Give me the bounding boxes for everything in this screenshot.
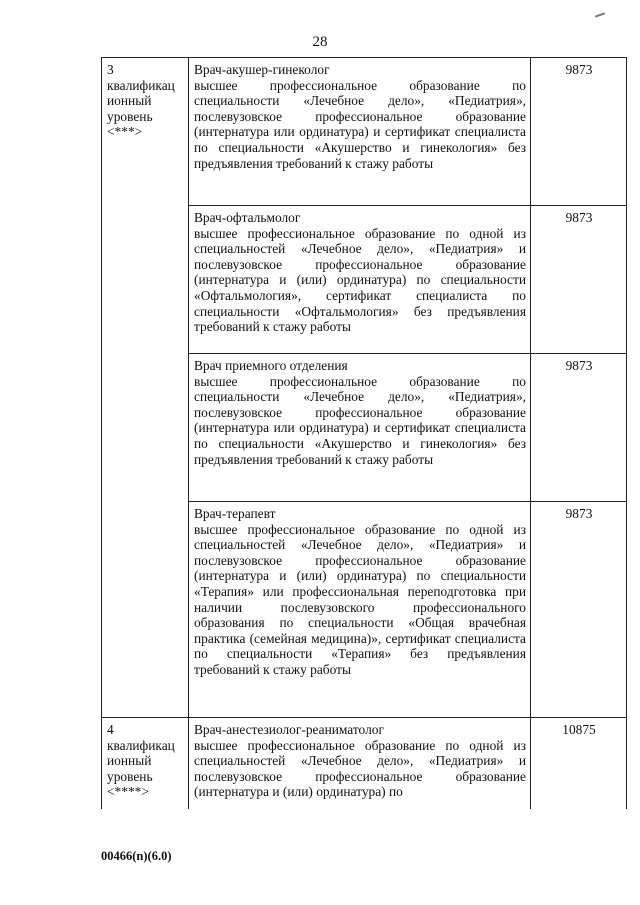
salary-cell: 9873	[531, 502, 627, 718]
salary-cell: 10875	[531, 718, 627, 810]
position-requirements: высшее профессиональное образование по одной из специальностей «Лечебное дело», «Педиатрия» и послевузовское профессиональное образование (интернатура и (или) ординатура) по	[194, 737, 526, 800]
qualification-level-cell	[102, 58, 189, 718]
salary-cell: 9873	[531, 206, 627, 354]
position-cell	[189, 718, 531, 810]
position-requirements: высшее профессиональное образование по одной из специальностей «Лечебное дело», «Педиатрия» и послевузовское профессиональное образование (интернатура и (или) ординатура) по специальности «Терапия» или профессиональная переподготовка при наличии послевузовского профессионального образования по специальности «Общая врачебная практика (семейная медицина)», сертификат специалиста по специальности «Терапия» без предъявления требований к стажу работы	[194, 521, 526, 677]
salary-cell: 9873	[531, 58, 627, 206]
page-number: 28	[312, 34, 328, 50]
position-cell	[189, 206, 531, 354]
position-requirements: высшее профессиональное образование по специальности «Лечебное дело», «Педиатрия», послевузовское профессиональное образование (интернатура или ординатура) и сертификат специалиста по специальности «Акушерство и гинекология» без предъявления требований к стажу работы	[194, 77, 526, 171]
position-title: Врач-терапевт	[194, 506, 276, 521]
position-cell	[189, 354, 531, 502]
salary-cell: 9873	[531, 354, 627, 502]
table-row	[102, 58, 627, 206]
position-title: Врач-офтальмолог	[194, 210, 301, 225]
scan-mark	[595, 12, 605, 17]
document-code: 00466(n)(6.0)	[101, 849, 172, 863]
position-title: Врач приемного отделения	[194, 358, 348, 373]
qualification-level: 3 квалификац ионный уровень <***>	[107, 62, 175, 140]
position-title: Врач-анестезиолог-реаниматолог	[194, 722, 384, 737]
qualification-table	[101, 57, 627, 809]
qualification-level-cell	[102, 718, 189, 810]
position-requirements: высшее профессиональное образование по специальности «Лечебное дело», «Педиатрия», послевузовское профессиональное образование (интернатура или ординатура) и сертификат специалиста по специальности «Акушерство и гинекология» без предъявления требований к стажу работы	[194, 373, 526, 467]
position-title: Врач-акушер-гинеколог	[194, 62, 330, 77]
position-cell	[189, 502, 531, 718]
position-cell	[189, 58, 531, 206]
table-row	[102, 718, 627, 810]
position-requirements: высшее профессиональное образование по одной из специальностей «Лечебное дело», «Педиатрия» и послевузовское профессиональное образование (интернатура и (или) ординатура) по специальности «Офтальмология», сертификат специалиста по специальности «Офтальмология» без предъявления требований к стажу работы	[194, 225, 526, 335]
qualification-level: 4 квалификац ионный уровень <****>	[107, 722, 175, 800]
